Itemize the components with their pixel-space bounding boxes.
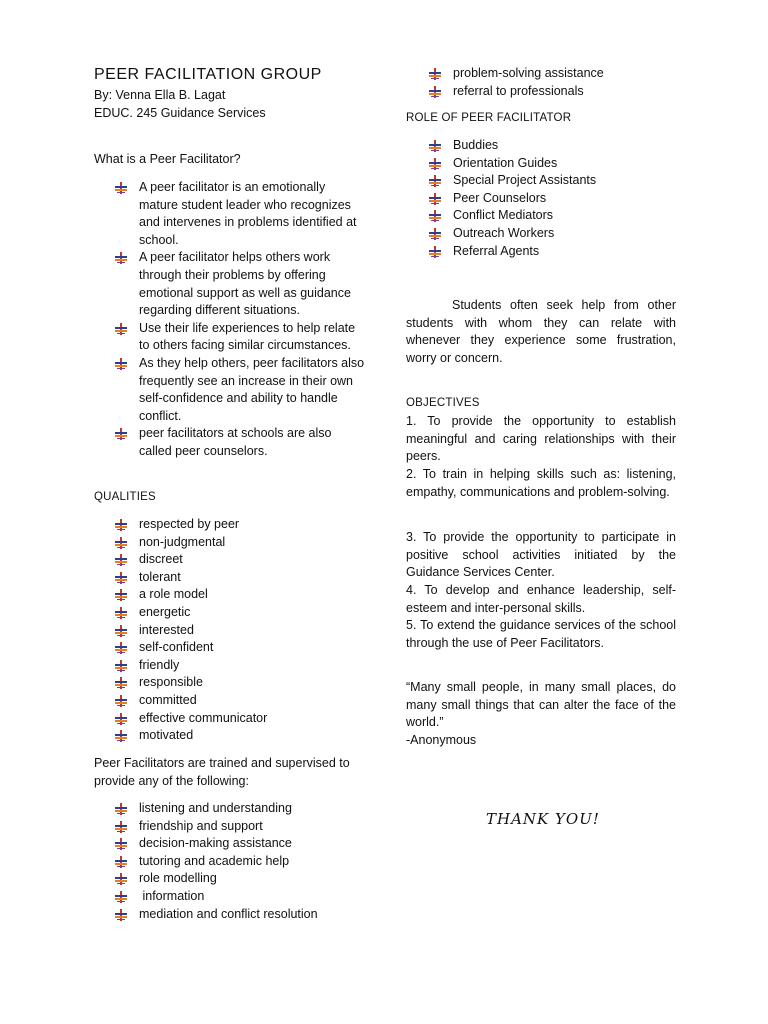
- role-heading: ROLE OF PEER FACILITATOR: [406, 112, 572, 124]
- bullet-icon: [114, 677, 127, 689]
- page-title: PEER FACILITATION GROUP: [94, 66, 322, 83]
- list-item: [428, 243, 676, 261]
- list-item-text: effective communicator: [139, 710, 268, 725]
- list-item-text: listening and understanding: [139, 801, 292, 815]
- list-item: [114, 657, 366, 675]
- list-item: [114, 249, 366, 319]
- list-item: [114, 534, 366, 552]
- thank-you-closing: THANK YOU!: [486, 810, 600, 828]
- bullet-icon: [114, 323, 127, 335]
- bullet-icon: [114, 554, 127, 566]
- trained-intro: Peer Facilitators are trained and supervised to provide any of the following:: [94, 756, 350, 788]
- list-item-text: Orientation Guides: [453, 155, 558, 170]
- bullet-icon: [428, 228, 441, 240]
- bullet-icon: [114, 519, 127, 531]
- quote-author: -Anonymous: [406, 733, 477, 747]
- list-item: [428, 190, 676, 208]
- list-item-text: friendly: [139, 657, 180, 672]
- list-item: [428, 137, 676, 155]
- list-item: [114, 674, 366, 692]
- list-item-text: Conflict Mediators: [453, 208, 554, 223]
- objective-item: 5. To extend the guidance services of the school through the use of Peer Facilitators.: [406, 618, 676, 650]
- list-item-text: a role model: [139, 587, 208, 602]
- list-item: [114, 320, 366, 355]
- bullet-icon: [114, 589, 127, 601]
- bullet-icon: [428, 193, 441, 205]
- list-item-text: mediation and conflict resolution: [139, 906, 318, 921]
- bullet-icon: [114, 856, 127, 868]
- list-item-text: A peer facilitator is an emotionally mature student leader who recognizes and intervenes in problems identified at school.: [139, 180, 357, 247]
- list-item: [114, 355, 366, 425]
- list-item-text: problem-solving assistance: [453, 66, 604, 80]
- list-item-text: Buddies: [453, 138, 499, 152]
- list-item-text: tutoring and academic help: [139, 853, 290, 868]
- list-item: [114, 800, 366, 818]
- list-item: [428, 155, 676, 173]
- students-paragraph: Students often seek help from other students with whom they can relate with whenever they experience some frustration, worry or concern.: [406, 298, 676, 365]
- list-item: [114, 710, 366, 728]
- list-item: [428, 83, 676, 101]
- bullet-icon: [114, 730, 127, 742]
- list-item: [428, 172, 676, 190]
- bullet-icon: [428, 158, 441, 170]
- list-item-text: Peer Counselors: [453, 190, 547, 205]
- bullet-icon: [114, 252, 127, 264]
- list-item: [114, 906, 366, 924]
- list-item-text: motivated: [139, 728, 194, 743]
- list-item-text: responsible: [139, 675, 203, 690]
- list-item: [114, 516, 366, 534]
- list-item: [114, 639, 366, 657]
- list-item-text: committed: [139, 692, 197, 707]
- bullet-icon: [114, 713, 127, 725]
- list-item-text: non-judgmental: [139, 534, 226, 549]
- list-item: [114, 569, 366, 587]
- trained-list-continued: [428, 65, 676, 100]
- list-item-text: role modelling: [139, 871, 217, 886]
- bullet-icon: [114, 838, 127, 850]
- qualities-list: [114, 516, 366, 745]
- list-item: [114, 692, 366, 710]
- list-item-text: referral to professionals: [453, 83, 584, 98]
- bullet-icon: [114, 607, 127, 619]
- bullet-icon: [114, 695, 127, 707]
- list-item-text: discreet: [139, 552, 183, 567]
- bullet-icon: [114, 642, 127, 654]
- role-list: [428, 137, 676, 260]
- list-item-text: self-confident: [139, 640, 214, 655]
- list-item: [114, 870, 366, 888]
- list-item-text: Outreach Workers: [453, 225, 555, 240]
- list-item-text: information: [139, 888, 205, 903]
- list-item: [114, 835, 366, 853]
- list-item: [428, 207, 676, 225]
- objectives-heading: OBJECTIVES: [406, 397, 480, 409]
- list-item-text: energetic: [139, 604, 191, 619]
- quote-text: “Many small people, in many small places, do many small things that can alter the face of the world.”: [406, 680, 676, 729]
- bullet-icon: [114, 182, 127, 194]
- bullet-icon: [114, 537, 127, 549]
- list-item: [114, 604, 366, 622]
- bullet-icon: [114, 891, 127, 903]
- list-item-text: Referral Agents: [453, 243, 540, 258]
- bullet-icon: [114, 909, 127, 921]
- bullet-icon: [114, 572, 127, 584]
- what-is-heading: What is a Peer Facilitator?: [94, 152, 241, 166]
- objective-item: 2. To train in helping skills such as: listening, empathy, communications and problem-solving.: [406, 467, 676, 499]
- bullet-icon: [114, 428, 127, 440]
- objective-item: 1. To provide the opportunity to establish meaningful and caring relationships with their peers.: [406, 414, 676, 463]
- list-item: [114, 551, 366, 569]
- bullet-icon: [114, 660, 127, 672]
- list-item: [114, 425, 366, 460]
- bullet-icon: [428, 140, 441, 152]
- list-item-text: respected by peer: [139, 517, 240, 531]
- list-item-text: friendship and support: [139, 818, 263, 833]
- bullet-icon: [428, 68, 441, 80]
- bullet-icon: [114, 625, 127, 637]
- list-item: [428, 65, 676, 83]
- trained-list: [114, 800, 366, 923]
- list-item-text: Use their life experiences to help relate to others facing similar circumstances.: [139, 320, 356, 353]
- list-item-text: Special Project Assistants: [453, 173, 597, 188]
- list-item: [114, 727, 366, 745]
- author-line: By: Venna Ella B. Lagat: [94, 88, 226, 102]
- list-item: [428, 225, 676, 243]
- bullet-icon: [114, 873, 127, 885]
- bullet-icon: [114, 803, 127, 815]
- list-item: [114, 853, 366, 871]
- objective-item: 3. To provide the opportunity to participate in positive school activities initiated by the Guidance Services Center.: [406, 530, 676, 579]
- qualities-heading: QUALITIES: [94, 491, 156, 503]
- list-item-text: interested: [139, 622, 194, 637]
- bullet-icon: [114, 821, 127, 833]
- list-item: [114, 888, 366, 906]
- what-is-list: [114, 179, 366, 461]
- list-item: [114, 818, 366, 836]
- list-item: [114, 586, 366, 604]
- bullet-icon: [428, 210, 441, 222]
- bullet-icon: [114, 358, 127, 370]
- bullet-icon: [428, 246, 441, 258]
- course-line: EDUC. 245 Guidance Services: [94, 106, 266, 120]
- list-item: [114, 179, 366, 249]
- list-item: [114, 622, 366, 640]
- list-item-text: As they help others, peer facilitators also frequently see an increase in their own self-confidence and ability to handle conflict.: [139, 355, 365, 423]
- list-item-text: decision-making assistance: [139, 836, 292, 851]
- list-item-text: A peer facilitator helps others work through their problems by offering emotional support as well as guidance regarding different situations.: [139, 250, 351, 318]
- objective-item: 4. To develop and enhance leadership, self-esteem and inter-personal skills.: [406, 583, 676, 615]
- bullet-icon: [428, 86, 441, 98]
- bullet-icon: [428, 175, 441, 187]
- list-item-text: peer facilitators at schools are also called peer counselors.: [139, 426, 332, 458]
- list-item-text: tolerant: [139, 569, 181, 584]
